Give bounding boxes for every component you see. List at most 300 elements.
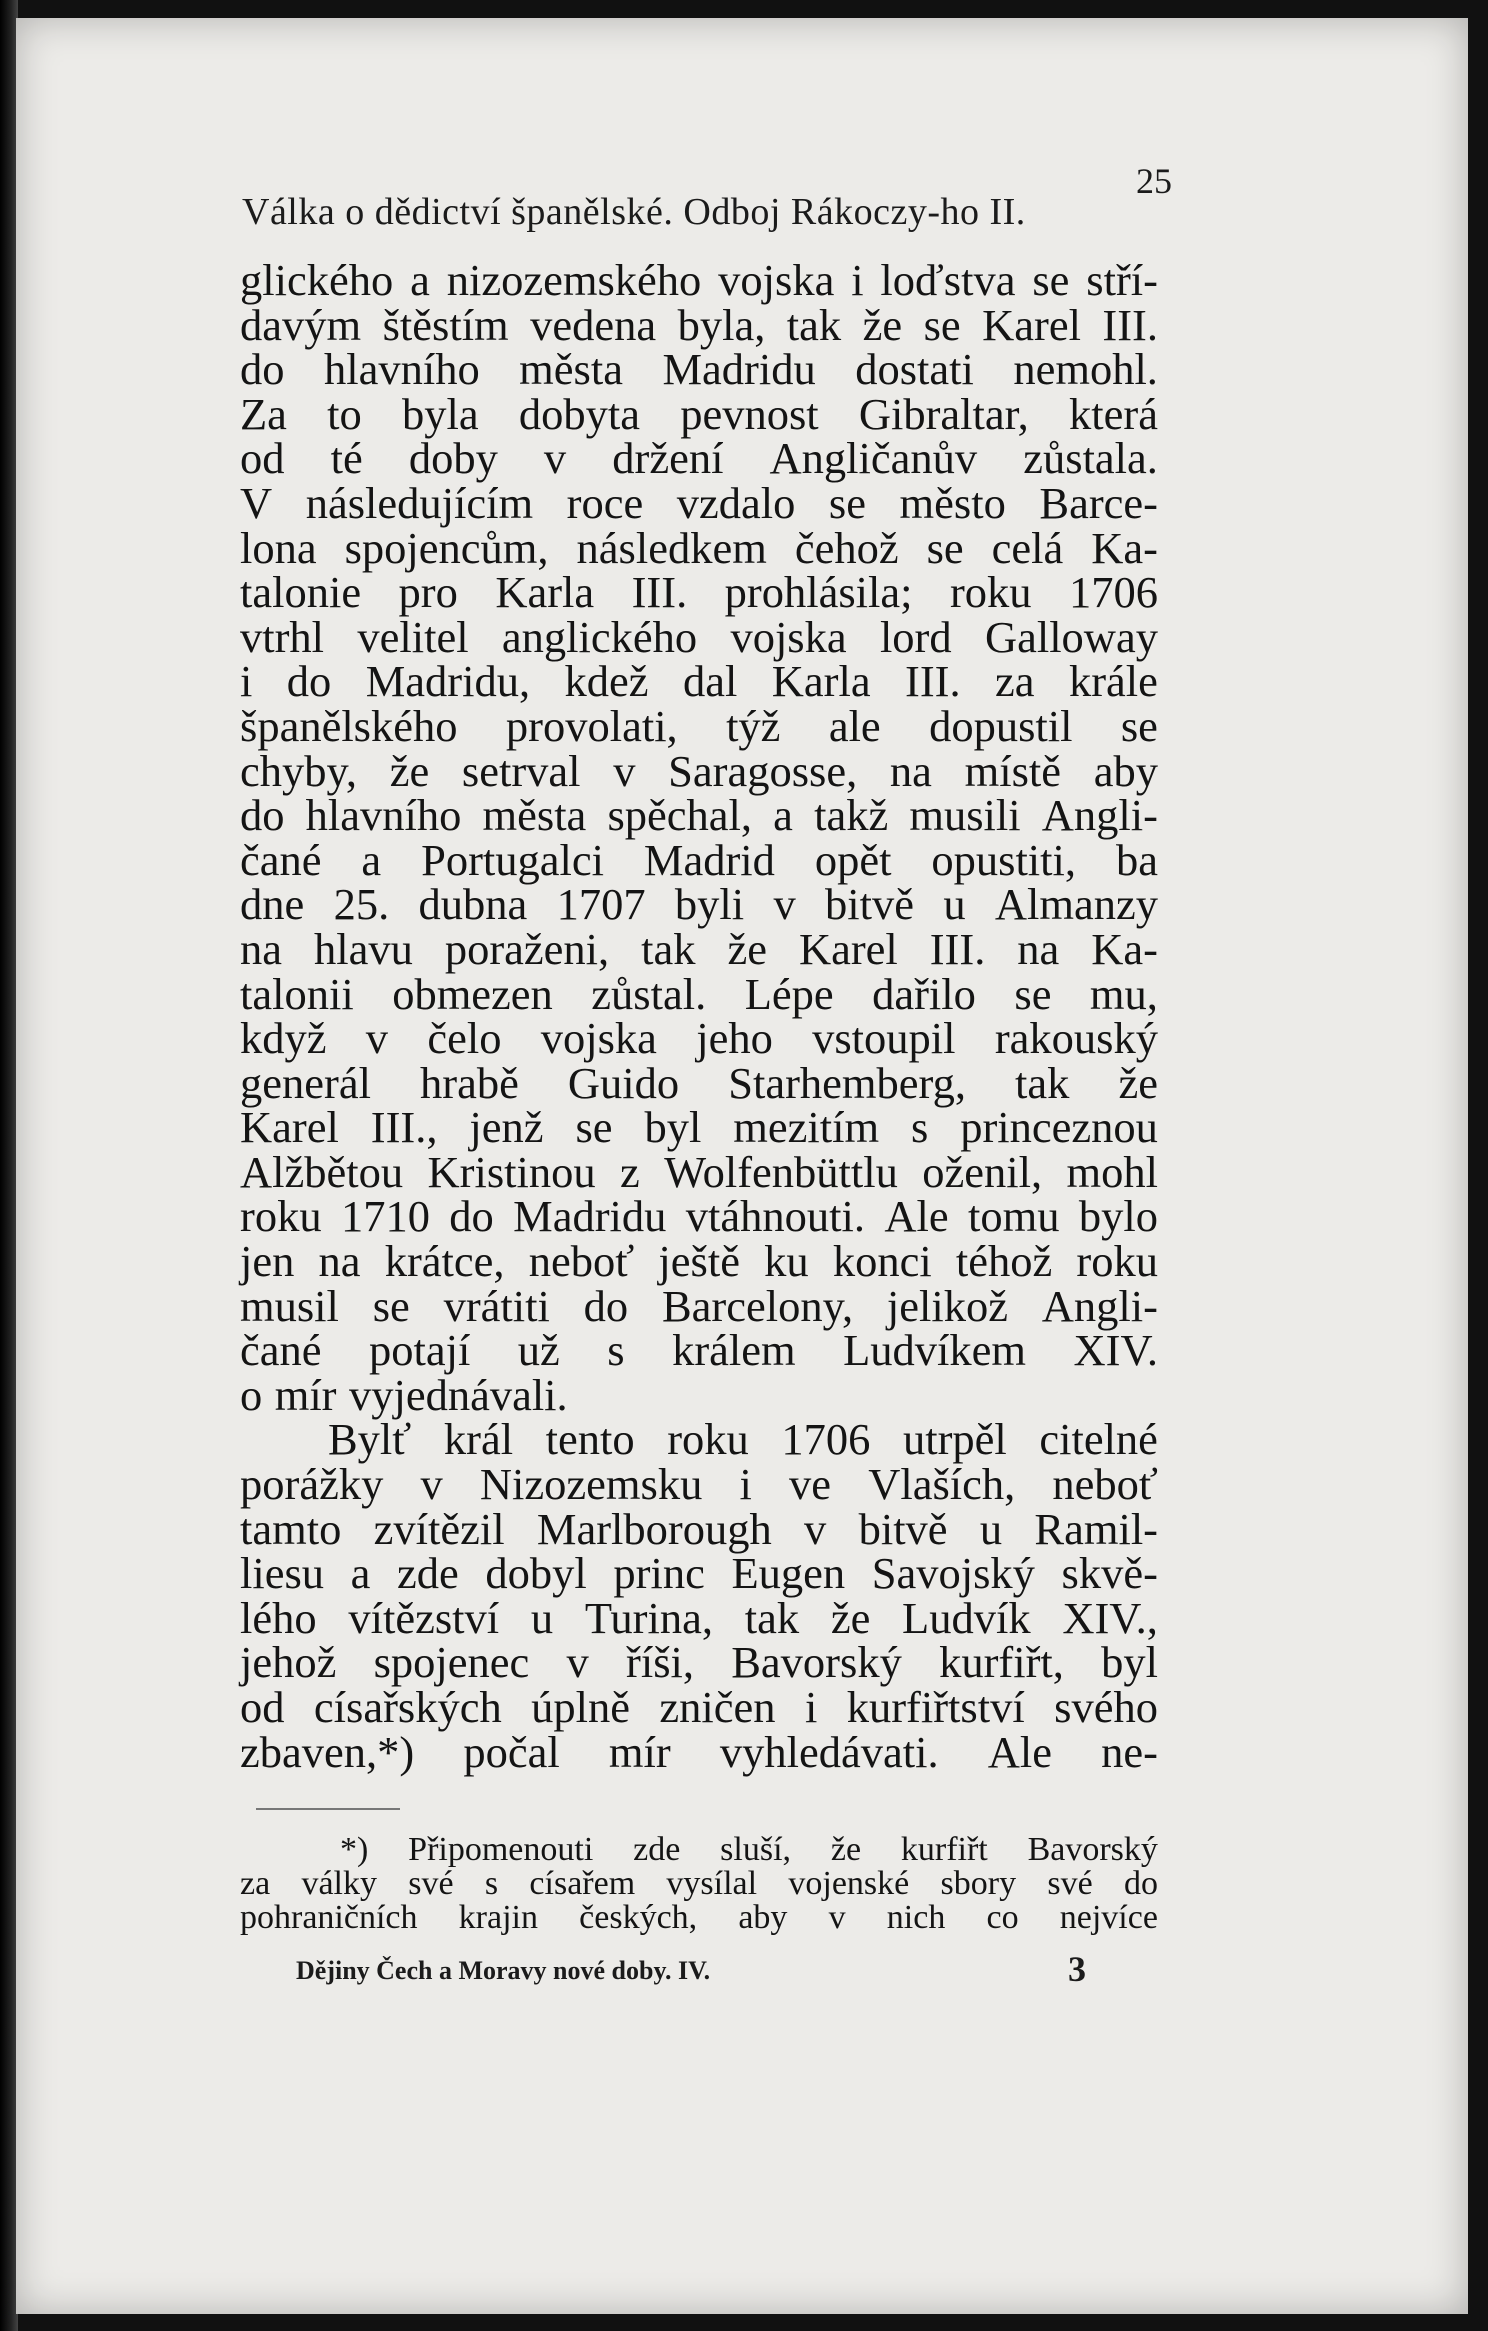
word: anglického xyxy=(501,611,698,662)
word: bylo xyxy=(1078,1191,1158,1242)
word: císařem xyxy=(529,1865,636,1902)
text-line xyxy=(240,923,1158,974)
word: tamto xyxy=(240,1503,342,1554)
word: o xyxy=(240,1369,263,1420)
text-line xyxy=(240,388,1158,439)
word: zůstala. xyxy=(1023,433,1158,484)
word: kurfiřtství xyxy=(846,1682,1025,1732)
word: vyjednávali. xyxy=(348,1369,568,1420)
word: v xyxy=(420,1459,443,1510)
word: kdež xyxy=(564,656,649,707)
text-line xyxy=(240,1146,1158,1197)
word: českých, xyxy=(579,1899,698,1936)
word: Barcelony, xyxy=(661,1280,854,1331)
word: hlavního xyxy=(305,790,462,841)
word: Madrid xyxy=(643,834,775,885)
word: hlavního xyxy=(323,344,480,395)
word: Turina, xyxy=(584,1592,713,1643)
word: provolati, xyxy=(505,700,678,751)
word: vtrhl xyxy=(240,611,325,662)
word: lord xyxy=(879,611,952,662)
text-line xyxy=(240,968,1158,1019)
word: u xyxy=(530,1592,554,1643)
word: Karel xyxy=(798,923,898,974)
word: velitel xyxy=(357,611,469,662)
word: chyby, xyxy=(240,745,357,796)
word: Wolfenbüttlu xyxy=(664,1146,898,1197)
word: téhož xyxy=(955,1236,1053,1287)
text-line xyxy=(240,611,1158,662)
text-line xyxy=(240,1013,1158,1064)
word: zvítězil xyxy=(373,1503,505,1554)
word: dal xyxy=(682,656,738,707)
word: i xyxy=(804,1682,818,1732)
word: hrabě xyxy=(420,1057,519,1108)
word: neboť xyxy=(528,1236,635,1287)
word: na xyxy=(318,1236,361,1287)
text-line xyxy=(240,879,1158,930)
word: město xyxy=(899,477,1006,528)
word: Karel xyxy=(240,1102,339,1153)
word: 1710 xyxy=(340,1191,430,1242)
word: krále xyxy=(1068,656,1158,707)
word: Starhemberg, xyxy=(728,1057,966,1108)
word: se xyxy=(926,522,964,573)
word: princeznou xyxy=(960,1102,1158,1153)
text-line xyxy=(240,1682,1158,1732)
word: říši, xyxy=(626,1637,695,1688)
word: vojska xyxy=(718,255,835,305)
text-line xyxy=(240,1191,1158,1242)
text-line xyxy=(240,1280,1158,1331)
word: hlavu xyxy=(313,923,413,974)
word: mír xyxy=(274,1369,337,1420)
signature-text: Dějiny Čech a Moravy nové doby. IV. xyxy=(296,1956,711,1985)
footnote-line xyxy=(240,1867,1158,1901)
text-line xyxy=(240,1592,1158,1643)
word: doby xyxy=(408,433,498,484)
word: Ramil- xyxy=(1034,1503,1158,1554)
word: mohl xyxy=(1066,1146,1158,1197)
word: rakouský xyxy=(994,1013,1158,1064)
word: spojencům, xyxy=(344,522,549,573)
word: Kristinou xyxy=(427,1146,596,1197)
word: takž xyxy=(814,790,889,841)
word: místě xyxy=(964,745,1062,796)
sheet-number: 3 xyxy=(1068,1949,1086,1989)
word: se xyxy=(575,1102,613,1153)
word: Angli- xyxy=(1041,790,1158,841)
word: bitvě xyxy=(825,879,914,930)
word: té xyxy=(330,433,363,484)
text-line xyxy=(240,522,1158,573)
word: vedena xyxy=(530,299,657,350)
word: lého xyxy=(240,1592,317,1643)
word: spojenec xyxy=(373,1637,530,1688)
word: se xyxy=(923,299,961,350)
word: zůstal. xyxy=(591,968,707,1019)
word: byla, xyxy=(677,299,766,350)
word: Karla xyxy=(495,567,595,618)
word: v xyxy=(543,433,567,484)
word: do xyxy=(1123,1865,1158,1902)
word: týž xyxy=(726,700,781,751)
word: opět xyxy=(814,834,892,885)
word: španělského xyxy=(240,700,458,751)
word: glického xyxy=(240,255,394,305)
word: tak xyxy=(1015,1057,1070,1108)
word: své xyxy=(408,1865,454,1902)
text-line xyxy=(240,700,1158,751)
word: konci xyxy=(832,1236,932,1287)
word: zde xyxy=(397,1548,459,1599)
word: princ xyxy=(613,1548,705,1599)
word: Almanzy xyxy=(994,879,1158,930)
text-line xyxy=(240,1414,1158,1465)
word: tento xyxy=(545,1414,635,1465)
word: vojska xyxy=(540,1013,657,1064)
word: byla xyxy=(402,388,479,439)
word: loďstva xyxy=(880,255,1016,305)
word: Angličanův xyxy=(769,433,978,484)
word: byl xyxy=(1101,1637,1158,1688)
word: i xyxy=(851,255,864,305)
word: prohlásila; xyxy=(724,567,913,618)
word: jelikož xyxy=(886,1280,1008,1331)
word: držení xyxy=(612,433,724,484)
word: a xyxy=(410,255,430,305)
word: Galloway xyxy=(984,611,1158,662)
text-line xyxy=(240,834,1158,885)
word: musili xyxy=(909,790,1021,841)
word: III. xyxy=(905,656,961,707)
word: liesu xyxy=(240,1548,325,1599)
word: vstoupil xyxy=(812,1013,956,1064)
word: spěchal, xyxy=(607,790,753,841)
word: zničen xyxy=(659,1682,776,1732)
footnote-separator xyxy=(256,1808,400,1810)
word: se xyxy=(372,1280,410,1331)
word: V xyxy=(240,477,273,528)
word: byl xyxy=(644,1102,702,1153)
text-line xyxy=(240,567,1158,618)
word: že xyxy=(1118,1057,1158,1108)
word: že xyxy=(389,745,430,796)
word: že xyxy=(727,923,767,974)
word: ještě xyxy=(658,1236,740,1287)
word: z xyxy=(620,1146,640,1197)
word: sluší, xyxy=(720,1831,792,1868)
word: v xyxy=(365,1013,389,1064)
word: tomu xyxy=(967,1191,1060,1242)
word: pohraničních xyxy=(240,1899,418,1936)
word: roku xyxy=(240,1191,322,1242)
word: čané xyxy=(240,834,322,885)
word: neboť xyxy=(1052,1459,1158,1510)
word: města xyxy=(482,790,587,841)
word: počal xyxy=(463,1726,560,1777)
word: dopustil xyxy=(929,700,1073,751)
text-line xyxy=(240,1503,1158,1554)
word: nemohl. xyxy=(1013,344,1158,395)
word: Ale xyxy=(987,1726,1052,1777)
word: Ludvík xyxy=(902,1592,1031,1643)
word: jehož xyxy=(240,1637,337,1688)
word: v xyxy=(566,1637,589,1688)
word: Guido xyxy=(567,1057,680,1108)
word: vysílal xyxy=(666,1865,758,1902)
word: ku xyxy=(764,1236,809,1287)
word: roku xyxy=(667,1414,749,1465)
word: nich xyxy=(886,1899,946,1936)
word: na xyxy=(240,923,283,974)
word: od xyxy=(240,433,285,484)
sheet-signature xyxy=(296,1949,1096,1992)
word: na xyxy=(1017,923,1060,974)
word: generál xyxy=(240,1057,371,1108)
word: u xyxy=(979,1503,1003,1554)
word: kurfiřt xyxy=(900,1831,988,1868)
word: když xyxy=(240,1013,327,1064)
text-line xyxy=(240,1236,1158,1287)
word: XIV., xyxy=(1062,1592,1158,1643)
word: roku xyxy=(1076,1236,1158,1287)
word: a xyxy=(350,1548,371,1599)
word: poraženi, xyxy=(444,923,610,974)
word: následujícím xyxy=(305,477,534,528)
word: Bavorský xyxy=(731,1637,902,1688)
word: Bavorský xyxy=(1027,1831,1158,1868)
word: s xyxy=(607,1325,625,1376)
word: co xyxy=(986,1899,1019,1936)
footnote xyxy=(240,1833,1158,1935)
word: už xyxy=(517,1325,560,1376)
word: Ale xyxy=(884,1191,949,1242)
word: nejvíce xyxy=(1059,1899,1158,1936)
word: že xyxy=(862,299,903,350)
word: Vlaších, xyxy=(868,1459,1016,1510)
word: tak xyxy=(744,1592,800,1643)
word: skvě- xyxy=(1061,1548,1158,1599)
word: dubna xyxy=(418,879,528,930)
footnote-line xyxy=(240,1833,1158,1867)
word: celá xyxy=(991,522,1064,573)
word: zbaven,*) xyxy=(240,1726,415,1777)
text-line xyxy=(240,1548,1158,1599)
word: Gibraltar, xyxy=(858,388,1029,439)
word: že xyxy=(830,1831,862,1868)
word: čehož xyxy=(794,522,899,573)
word: davým xyxy=(240,299,362,350)
word: aby xyxy=(1093,745,1158,796)
text-line xyxy=(240,1325,1158,1376)
word: král xyxy=(443,1414,514,1465)
text-line xyxy=(240,477,1158,528)
word: tak xyxy=(641,923,696,974)
word: zde xyxy=(633,1831,681,1868)
word: vojenské xyxy=(788,1865,910,1902)
word: u xyxy=(943,879,966,930)
word: mezitím xyxy=(733,1102,880,1153)
word: Ka- xyxy=(1091,923,1158,974)
word: pro xyxy=(398,567,458,618)
word: nizozemského xyxy=(446,255,702,305)
word: Bylť xyxy=(328,1414,412,1465)
word: pevnost xyxy=(680,388,819,439)
word: úplně xyxy=(531,1682,631,1732)
word: v xyxy=(804,1503,827,1554)
word: Portugalci xyxy=(421,834,605,885)
page-header xyxy=(242,161,1172,236)
word: dostati xyxy=(855,344,974,395)
word: války xyxy=(301,1865,378,1902)
word: Savojský xyxy=(871,1548,1035,1599)
word: sbory xyxy=(940,1865,1017,1902)
word: to xyxy=(327,388,362,439)
word: Angli- xyxy=(1041,1280,1158,1331)
word: opustiti, xyxy=(931,834,1077,885)
word: s xyxy=(484,1865,499,1902)
word: 25. xyxy=(333,879,390,930)
word: do xyxy=(240,344,285,395)
word: Lépe xyxy=(744,968,834,1019)
word: čané xyxy=(240,1325,322,1376)
word: dobyl xyxy=(485,1548,587,1599)
word: III., xyxy=(370,1102,438,1153)
word: oženil, xyxy=(922,1146,1043,1197)
word: Marlborough xyxy=(536,1503,772,1554)
word: XIV. xyxy=(1073,1325,1158,1376)
text-line xyxy=(240,1369,1158,1420)
word: Saragosse, xyxy=(668,745,858,796)
word: ale xyxy=(828,700,881,751)
word: čelo xyxy=(427,1013,502,1064)
word: lona xyxy=(240,522,317,573)
text-line xyxy=(240,255,1158,305)
word: Barce- xyxy=(1039,477,1158,528)
word: setrval xyxy=(461,745,581,796)
word: Madridu xyxy=(662,344,816,395)
word: ne- xyxy=(1101,1726,1158,1777)
word: Ludvíkem xyxy=(843,1325,1027,1376)
word: Eugen xyxy=(731,1548,846,1599)
word: porážky xyxy=(240,1459,384,1510)
word: v xyxy=(613,745,636,796)
text-line xyxy=(240,1057,1158,1108)
text-line xyxy=(240,299,1158,350)
word: v xyxy=(828,1899,846,1936)
word: do xyxy=(240,790,285,841)
word: svého xyxy=(1054,1682,1158,1732)
word: se xyxy=(1120,700,1158,751)
word: vzdalo xyxy=(676,477,796,528)
text-line xyxy=(240,656,1158,707)
word: své xyxy=(1047,1865,1093,1902)
text-line xyxy=(240,433,1158,484)
word: dařilo xyxy=(872,968,976,1019)
word: dne xyxy=(240,879,305,930)
word: od xyxy=(240,1682,285,1732)
page-number: 25 xyxy=(1136,161,1172,201)
text-line xyxy=(240,1102,1158,1153)
word: ve xyxy=(789,1459,832,1510)
word: musil xyxy=(240,1280,339,1331)
word: vítězství xyxy=(348,1592,500,1643)
word: 1706 xyxy=(1068,567,1158,618)
word: potají xyxy=(368,1325,471,1376)
word: utrpěl xyxy=(902,1414,1007,1465)
word: aby xyxy=(738,1899,788,1936)
footnote-line xyxy=(240,1901,1158,1935)
word: obmezen xyxy=(392,968,553,1019)
word: jen xyxy=(240,1236,295,1287)
word: i xyxy=(739,1459,752,1510)
word: vyhledávati. xyxy=(719,1726,939,1777)
word: *) xyxy=(340,1831,369,1868)
word: tak xyxy=(786,299,842,350)
word: následkem xyxy=(576,522,767,573)
word: bitvě xyxy=(858,1503,948,1554)
word: Nizozemsku xyxy=(479,1459,703,1510)
text-line xyxy=(240,745,1158,796)
word: do xyxy=(449,1191,494,1242)
word: za xyxy=(995,656,1035,707)
text-line xyxy=(240,790,1158,841)
word: do xyxy=(286,656,332,707)
word: císařských xyxy=(313,1682,502,1732)
word: vtáhnouti. xyxy=(685,1191,865,1242)
word: Za xyxy=(240,388,287,439)
text-line xyxy=(240,344,1158,395)
word: za xyxy=(240,1865,271,1902)
word: do xyxy=(583,1280,629,1331)
text-line xyxy=(240,1637,1158,1688)
word: jenž xyxy=(469,1102,544,1153)
word: krátce, xyxy=(384,1236,505,1287)
word: mu, xyxy=(1089,968,1158,1019)
word: Připomenouti xyxy=(408,1831,594,1868)
word: krajin xyxy=(458,1899,538,1936)
word: a xyxy=(361,834,382,885)
word: a xyxy=(773,790,793,841)
word: Madridu xyxy=(513,1191,667,1242)
word: Alžbětou xyxy=(240,1146,404,1197)
word: Karel xyxy=(982,299,1081,350)
word: na xyxy=(889,745,932,796)
word: kurfiřt, xyxy=(939,1637,1064,1688)
word: roku xyxy=(949,567,1032,618)
word: s xyxy=(910,1102,929,1153)
word: štěstím xyxy=(382,299,509,350)
word: Madridu, xyxy=(365,656,531,707)
word: vrátiti xyxy=(443,1280,550,1331)
word: že xyxy=(830,1592,871,1643)
word: města xyxy=(519,344,623,395)
word: králem xyxy=(672,1325,796,1376)
word: III. xyxy=(929,923,986,974)
word: talonii xyxy=(240,968,354,1019)
main-text xyxy=(240,255,1158,1777)
text-line xyxy=(240,1459,1158,1510)
word: Karla xyxy=(771,656,871,707)
word: se xyxy=(1032,255,1070,305)
word: která xyxy=(1069,388,1158,439)
word: jeho xyxy=(696,1013,773,1064)
word: citelné xyxy=(1039,1414,1158,1465)
word: mír xyxy=(608,1726,671,1777)
word: 1707 xyxy=(556,879,646,930)
word: se xyxy=(1014,968,1052,1019)
